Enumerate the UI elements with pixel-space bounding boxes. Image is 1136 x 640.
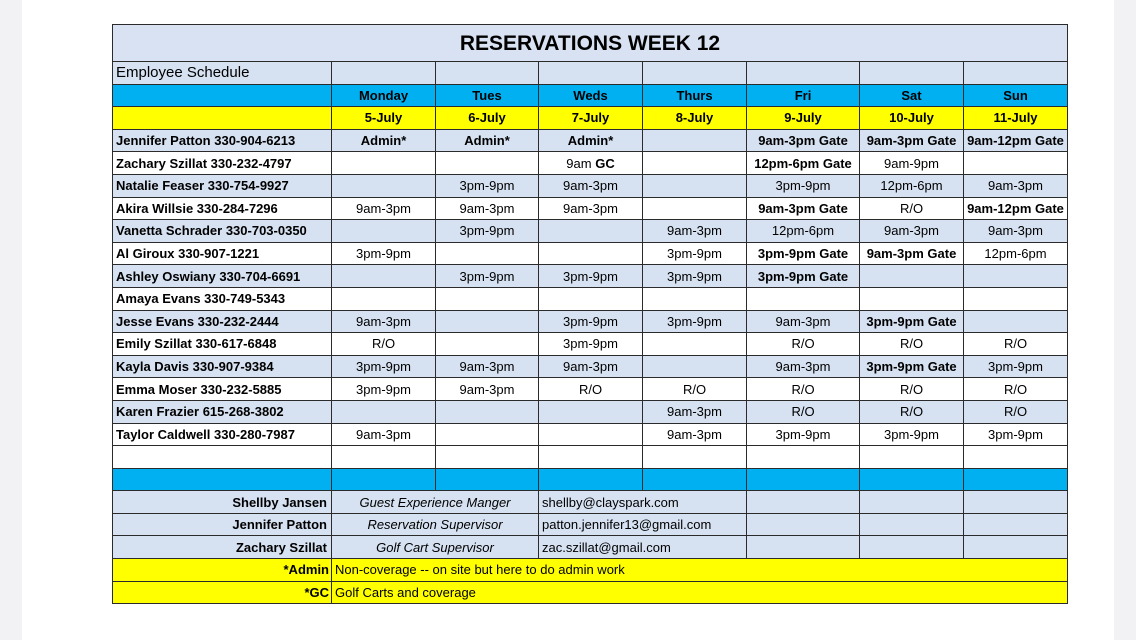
- shift-cell: 9am-3pm: [747, 355, 860, 378]
- contact-row: [113, 513, 1068, 536]
- shift-cell: R/O: [747, 378, 860, 401]
- shift-cell: 3pm-9pm Gate: [860, 310, 964, 333]
- legend-row: [113, 581, 1068, 604]
- shift-cell: [332, 174, 436, 197]
- contact-name: Jennifer Patton: [113, 513, 332, 536]
- shift-cell: R/O: [747, 333, 860, 356]
- shift-cell: Admin*: [332, 129, 436, 152]
- shift-cell: 9am-3pm: [539, 174, 643, 197]
- shift-cell: 9am-3pm: [332, 310, 436, 333]
- date-header-row: [113, 107, 1068, 130]
- employee-name: Zachary Szillat 330-232-4797: [113, 152, 332, 175]
- shift-cell: 9am-3pm: [332, 423, 436, 446]
- shift-cell: 3pm-9pm: [747, 423, 860, 446]
- employee-row: [113, 355, 1068, 378]
- shift-cell: [436, 287, 539, 310]
- contact-row: [113, 536, 1068, 559]
- shift-cell: [539, 220, 643, 243]
- shift-cell: [332, 400, 436, 423]
- shift-cell: 3pm-9pm: [964, 423, 1068, 446]
- employee-name: Ashley Oswiany 330-704-6691: [113, 265, 332, 288]
- shift-cell: 3pm-9pm Gate: [860, 355, 964, 378]
- legend-row: [113, 559, 1068, 582]
- date-header: 10-July: [860, 107, 964, 130]
- shift-cell: [964, 287, 1068, 310]
- spacer-row: [113, 446, 1068, 469]
- contact-role: Golf Cart Supervisor: [332, 536, 539, 559]
- employee-name: Vanetta Schrader 330-703-0350: [113, 220, 332, 243]
- employee-row: [113, 287, 1068, 310]
- shift-cell: [643, 333, 747, 356]
- shift-cell: 3pm-9pm: [332, 242, 436, 265]
- employee-name: Emma Moser 330-232-5885: [113, 378, 332, 401]
- shift-text: 9am GC: [566, 155, 615, 171]
- shift-cell: 9am-3pm Gate: [860, 242, 964, 265]
- day-header: Tues: [436, 84, 539, 107]
- legend-text: Non-coverage -- on site but here to do admin work: [332, 559, 1068, 582]
- shift-cell: R/O: [964, 333, 1068, 356]
- shift-cell: [747, 287, 860, 310]
- shift-cell: R/O: [964, 400, 1068, 423]
- shift-cell: [436, 242, 539, 265]
- employee-name: Akira Willsie 330-284-7296: [113, 197, 332, 220]
- shift-cell: 3pm-9pm: [643, 310, 747, 333]
- section-header-row: [113, 62, 1068, 85]
- day-header: Thurs: [643, 84, 747, 107]
- employee-row: [113, 197, 1068, 220]
- shift-cell: [539, 287, 643, 310]
- shift-cell: 9am-12pm Gate: [964, 197, 1068, 220]
- section-label: Employee Schedule: [113, 62, 332, 85]
- shift-cell: 12pm-6pm: [860, 174, 964, 197]
- shift-cell: R/O: [860, 197, 964, 220]
- shift-cell: 3pm-9pm: [539, 333, 643, 356]
- shift-cell: [643, 197, 747, 220]
- employee-name: Jesse Evans 330-232-2444: [113, 310, 332, 333]
- shift-cell: 9am-3pm: [436, 197, 539, 220]
- shift-cell: 3pm-9pm: [436, 220, 539, 243]
- shift-cell: Admin*: [539, 129, 643, 152]
- shift-cell: 9am-9pm: [860, 152, 964, 175]
- shift-cell: 3pm-9pm: [747, 174, 860, 197]
- shift-cell: 3pm-9pm: [332, 355, 436, 378]
- employee-row: [113, 333, 1068, 356]
- shift-cell: [436, 310, 539, 333]
- shift-cell: [332, 220, 436, 243]
- shift-cell: R/O: [643, 378, 747, 401]
- date-header: 6-July: [436, 107, 539, 130]
- shift-cell: [964, 310, 1068, 333]
- date-header: 9-July: [747, 107, 860, 130]
- shift-cell: Admin*: [436, 129, 539, 152]
- day-header: Fri: [747, 84, 860, 107]
- shift-cell: 9am-3pm Gate: [860, 129, 964, 152]
- day-header: Monday: [332, 84, 436, 107]
- legend-key: *Admin: [113, 559, 332, 582]
- shift-cell: R/O: [860, 378, 964, 401]
- contact-email: patton.jennifer13@gmail.com: [539, 513, 747, 536]
- shift-cell: R/O: [332, 333, 436, 356]
- shift-cell: [539, 423, 643, 446]
- shift-cell: [860, 287, 964, 310]
- day-header: Sat: [860, 84, 964, 107]
- employee-name: Karen Frazier 615-268-3802: [113, 400, 332, 423]
- employee-row: [113, 174, 1068, 197]
- shift-cell: [643, 152, 747, 175]
- shift-cell: [332, 152, 436, 175]
- contact-name: Shellby Jansen: [113, 491, 332, 514]
- shift-cell: [964, 152, 1068, 175]
- shift-cell: 3pm-9pm: [436, 174, 539, 197]
- shift-cell: 9am-3pm: [643, 400, 747, 423]
- employee-name: Emily Szillat 330-617-6848: [113, 333, 332, 356]
- shift-cell: [436, 333, 539, 356]
- shift-cell: 9am-3pm: [436, 378, 539, 401]
- employee-row: [113, 152, 1068, 175]
- date-header: 11-July: [964, 107, 1068, 130]
- shift-cell: [539, 242, 643, 265]
- employee-name: Amaya Evans 330-749-5343: [113, 287, 332, 310]
- employee-name: Al Giroux 330-907-1221: [113, 242, 332, 265]
- shift-cell: 3pm-9pm: [643, 242, 747, 265]
- employee-row: [113, 310, 1068, 333]
- shift-cell: 3pm-9pm Gate: [747, 265, 860, 288]
- shift-cell: [643, 355, 747, 378]
- shift-cell: 9am-3pm: [332, 197, 436, 220]
- schedule-table: [112, 24, 1068, 604]
- shift-cell: 9am-3pm Gate: [747, 197, 860, 220]
- day-header: Weds: [539, 84, 643, 107]
- shift-cell: 3pm-9pm: [436, 265, 539, 288]
- employee-row: [113, 378, 1068, 401]
- shift-cell: 12pm-6pm: [747, 220, 860, 243]
- shift-cell: 9am-3pm: [860, 220, 964, 243]
- contact-email: zac.szillat@gmail.com: [539, 536, 747, 559]
- shift-cell: 9am-3pm Gate: [747, 129, 860, 152]
- shift-cell: R/O: [964, 378, 1068, 401]
- shift-cell: 12pm-6pm Gate: [747, 152, 860, 175]
- shift-cell: R/O: [539, 378, 643, 401]
- shift-cell: R/O: [860, 400, 964, 423]
- shift-cell: 9am-3pm: [964, 174, 1068, 197]
- contact-name: Zachary Szillat: [113, 536, 332, 559]
- shift-cell: [332, 265, 436, 288]
- employee-name: Taylor Caldwell 330-280-7987: [113, 423, 332, 446]
- date-header: 7-July: [539, 107, 643, 130]
- shift-cell: 9am-12pm Gate: [964, 129, 1068, 152]
- shift-cell: 12pm-6pm: [964, 242, 1068, 265]
- shift-cell: [332, 287, 436, 310]
- shift-cell: R/O: [747, 400, 860, 423]
- shift-cell: [643, 174, 747, 197]
- shift-cell: [436, 152, 539, 175]
- shift-cell: 3pm-9pm: [332, 378, 436, 401]
- day-header-row: [113, 84, 1068, 107]
- shift-cell: 9am-3pm: [643, 220, 747, 243]
- contact-email: shellby@clayspark.com: [539, 491, 747, 514]
- shift-cell: [860, 265, 964, 288]
- shift-cell: [436, 400, 539, 423]
- shift-cell: 3pm-9pm: [539, 310, 643, 333]
- shift-cell: 9am-3pm: [643, 423, 747, 446]
- shift-cell: [436, 423, 539, 446]
- shift-cell: 9am-3pm: [964, 220, 1068, 243]
- shift-cell: [964, 265, 1068, 288]
- shift-cell: [539, 400, 643, 423]
- shift-cell: 3pm-9pm: [964, 355, 1068, 378]
- shift-cell: 9am-3pm: [436, 355, 539, 378]
- date-header: 8-July: [643, 107, 747, 130]
- contact-role: Guest Experience Manger: [332, 491, 539, 514]
- legend-text: Golf Carts and coverage: [332, 581, 1068, 604]
- shift-cell: 9am-3pm: [747, 310, 860, 333]
- employee-name: Natalie Feaser 330-754-9927: [113, 174, 332, 197]
- shift-cell: 3pm-9pm: [539, 265, 643, 288]
- employee-name: Kayla Davis 330-907-9384: [113, 355, 332, 378]
- shift-cell: [539, 152, 643, 175]
- employee-row: [113, 242, 1068, 265]
- shift-cell: [643, 129, 747, 152]
- shift-cell: 9am-3pm: [539, 197, 643, 220]
- employee-name: Jennifer Patton 330-904-6213: [113, 129, 332, 152]
- shift-cell: 3pm-9pm: [860, 423, 964, 446]
- employee-row: [113, 129, 1068, 152]
- employee-row: [113, 400, 1068, 423]
- contact-role: Reservation Supervisor: [332, 513, 539, 536]
- separator-row: [113, 468, 1068, 491]
- contact-row: [113, 491, 1068, 514]
- date-header: 5-July: [332, 107, 436, 130]
- page-title: RESERVATIONS WEEK 12: [113, 25, 1068, 62]
- shift-cell: 3pm-9pm Gate: [747, 242, 860, 265]
- employee-row: [113, 423, 1068, 446]
- shift-cell: 9am-3pm: [539, 355, 643, 378]
- legend-key: *GC: [113, 581, 332, 604]
- document-page: [22, 0, 1114, 640]
- employee-row: [113, 265, 1068, 288]
- day-header: Sun: [964, 84, 1068, 107]
- shift-cell: R/O: [860, 333, 964, 356]
- shift-cell: [643, 287, 747, 310]
- shift-cell: 3pm-9pm: [643, 265, 747, 288]
- employee-row: [113, 220, 1068, 243]
